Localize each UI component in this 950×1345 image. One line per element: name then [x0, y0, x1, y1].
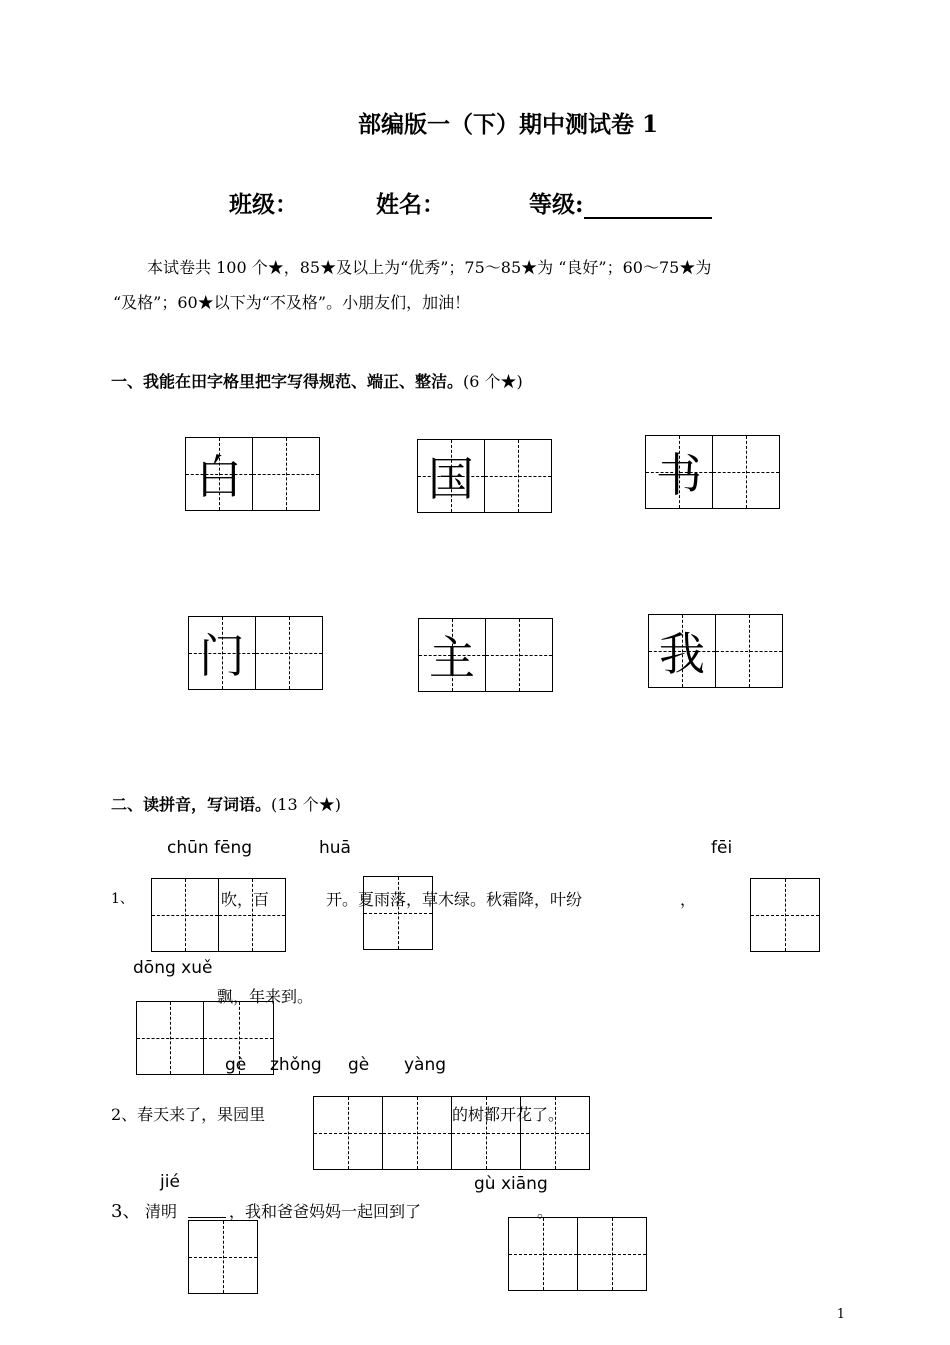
- q1-text-a: 吹，百: [221, 890, 270, 909]
- q3-text-a: 清明: [145, 1202, 178, 1221]
- section-1-title: 一、我能在田字格里把字写得规范、端正、整洁。: [111, 372, 464, 391]
- write-cell[interactable]: [151, 878, 219, 952]
- pinyin-guxiang: gù xiāng: [474, 1174, 548, 1194]
- write-cell[interactable]: [485, 618, 553, 692]
- pinyin-jie: jié: [160, 1172, 180, 1192]
- q2-text-b: 的树都开花了。: [452, 1105, 565, 1124]
- write-cell[interactable]: [136, 1001, 204, 1075]
- section-2-title: 二、读拼音，写词语。: [111, 795, 272, 814]
- model-char: 白: [196, 450, 242, 504]
- pinyin-ge-2: gè: [348, 1055, 370, 1075]
- model-char: 门: [199, 629, 245, 683]
- char-grid-2: [417, 439, 552, 513]
- pinyin-hua: huā: [319, 838, 351, 858]
- write-cell[interactable]: [382, 1096, 452, 1170]
- intro-line-2: “及格”；60★以下为“不及格”。小朋友们，加油！: [113, 293, 471, 312]
- model-cell: [645, 435, 713, 509]
- grade-blank[interactable]: [584, 193, 712, 219]
- pinyin-ge-1: gè: [225, 1055, 247, 1075]
- pinyin-zhong: zhǒng: [270, 1055, 322, 1075]
- model-cell: [417, 439, 485, 513]
- model-char: 书: [656, 448, 702, 502]
- model-char: 主: [429, 631, 475, 685]
- answer-grid-fei: [750, 878, 820, 952]
- char-grid-1: [185, 437, 320, 511]
- write-cell[interactable]: [313, 1096, 383, 1170]
- page-number: 1: [836, 1307, 845, 1322]
- class-label: 班级：: [229, 191, 298, 218]
- q3-text-c: 。: [537, 1202, 554, 1221]
- char-grid-5: [418, 618, 553, 692]
- write-cell[interactable]: [188, 1220, 258, 1294]
- char-grid-6: [648, 614, 783, 688]
- question-3-number: 3、: [111, 1201, 141, 1222]
- answer-grid-guxiang: [508, 1217, 647, 1291]
- section-2-heading: [111, 792, 341, 815]
- answer-grid-jie: [188, 1220, 258, 1294]
- model-cell: [418, 618, 486, 692]
- grade-field: [529, 186, 712, 219]
- section-2-points: (13 个★): [271, 795, 341, 814]
- q1-text-c: ，: [680, 890, 697, 909]
- write-cell[interactable]: [712, 435, 780, 509]
- model-cell: [185, 437, 253, 511]
- section-1-heading: [111, 369, 523, 392]
- q1-text-d: 飘，年来到。: [217, 987, 314, 1006]
- q2-text-a: 2、春天来了，果园里: [111, 1105, 266, 1124]
- section-1-points: (6 个★): [463, 372, 523, 391]
- q3-blank-line: [188, 1217, 226, 1218]
- answer-grid-dongxue: [136, 1001, 274, 1075]
- intro-line-1: 本试卷共 100 个★，85★及以上为“优秀”；75～85★为 “良好”；60～75★为: [147, 258, 712, 277]
- write-cell[interactable]: [508, 1217, 578, 1291]
- pinyin-fei: fēi: [711, 838, 733, 858]
- question-1-number: 1、: [111, 891, 134, 907]
- grade-label: 等级:: [529, 191, 584, 218]
- q1-text-b: 开。夏雨落，草木绿。秋霜降，叶纷: [326, 890, 583, 909]
- write-cell[interactable]: [750, 878, 820, 952]
- write-cell[interactable]: [484, 439, 552, 513]
- write-cell[interactable]: [577, 1217, 647, 1291]
- write-cell[interactable]: [715, 614, 783, 688]
- q3-text-b: ，我和爸爸妈妈一起回到了: [229, 1202, 422, 1221]
- name-label: 姓名：: [376, 191, 445, 218]
- pinyin-chunfeng: chūn fēng: [167, 838, 253, 858]
- pinyin-yang: yàng: [404, 1055, 447, 1075]
- model-char: 国: [428, 452, 474, 506]
- write-cell[interactable]: [255, 616, 323, 690]
- char-grid-3: [645, 435, 780, 509]
- model-cell: [648, 614, 716, 688]
- model-cell: [188, 616, 256, 690]
- write-cell[interactable]: [252, 437, 320, 511]
- pinyin-dongxue: dōng xuě: [133, 958, 213, 978]
- page-title: 部编版一（下）期中测试卷 1: [357, 111, 658, 138]
- char-grid-4: [188, 616, 323, 690]
- model-char: 我: [659, 627, 705, 681]
